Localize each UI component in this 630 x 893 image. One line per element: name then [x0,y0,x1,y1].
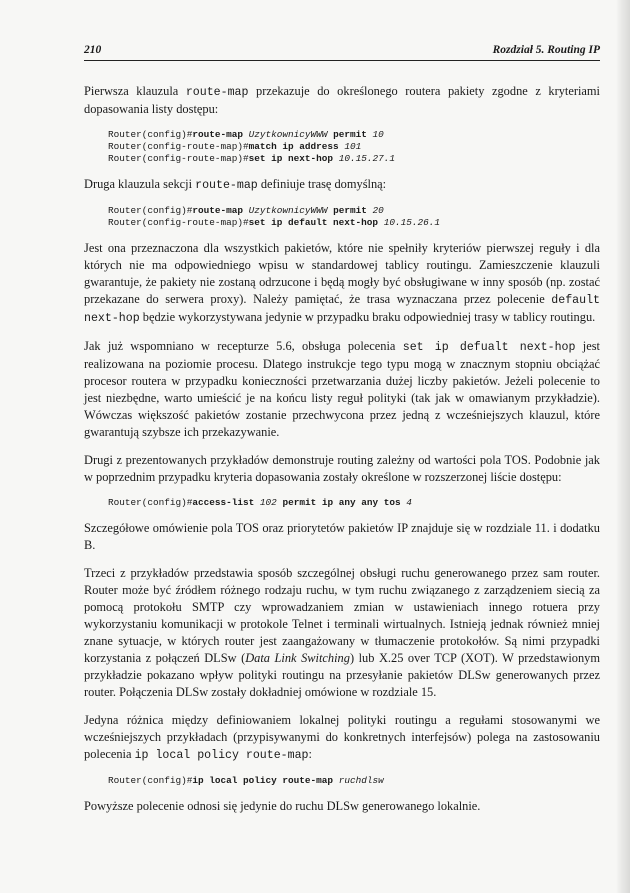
command: route-map [192,129,244,140]
code-block [108,205,600,229]
inline-code: route-map [185,86,249,99]
command: permit [333,205,367,216]
argument: 4 [406,497,412,508]
prompt: Router(config-route-map)# [108,217,249,228]
inline-code: ip local policy route-map [134,749,309,762]
text: będzie wykorzystywana jedynie w przypadku braku odpowiedniej trasy w tablicy routingu. [139,310,596,324]
inline-code: set ip defualt next-hop [402,341,576,354]
argument: 102 [259,497,277,508]
text: przekazuje do określonego routera pakiety zgodne z kryteriami dopasowania listy dostępu: [84,84,600,116]
prompt: Router(config)# [108,205,193,216]
paragraph [84,176,600,194]
code-line [108,497,600,509]
prompt: Router(config)# [108,129,193,140]
inline-code: default next-hop [84,294,600,325]
argument: 101 [344,141,362,152]
text: Jest ona przeznaczona dla wszystkich pakietów, które nie spełniły kryteriów pierwszej reguły i dla których nie ma odpowiedniego wpisu w standardowej tablicy routingu. Zamieszczenie klauzuli gwarantuje, że pakiety nie zostaną odrzucone i będą mogły być obsługiwane w inny sposób (np. zostać przekazane do serwera proxy). Należy pamiętać, że trasa wyznaczana przez polecenie [84,241,600,306]
text: Jedyna różnica między definiowaniem lokalnej polityki routingu a regułami stosowanymi we wcześniejszych przykładach (przypisywanymi do konkretnych interfejsów) polega na zastosowaniu polecenia [84,713,600,761]
prompt: Router(config-route-map)# [108,153,249,164]
paragraph [84,338,600,441]
text: Druga klauzula sekcji [84,177,196,191]
argument: UzytkownicyWWW [248,205,328,216]
code-line [108,775,600,787]
code-block [108,129,600,165]
page-header [84,38,600,61]
paragraph: Drugi z prezentowanych przykładów demonstruje routing zależny od wartości pola TOS. Podobnie jak w poprzednim przypadku kryteria dopasowania zostały określone w rozszerzonej liście dostępu: [84,453,600,484]
paragraph: Powyższe polecenie odnosi się jedynie do ruchu DLSw generowanego lokalnie. [84,799,481,813]
command: set ip next-hop [248,153,334,164]
prompt: Router(config)# [108,497,193,508]
command: match ip address [248,141,339,152]
command: permit [333,129,367,140]
inline-code: route-map [195,179,258,192]
page-number: 210 [84,44,102,56]
code-line [108,141,600,153]
argument: UzytkownicyWWW [248,129,328,140]
prompt: Router(config-route-map)# [108,141,249,152]
text: : [308,747,312,761]
paragraph [84,565,600,701]
text: jest realizowana na poziomie procesu. Dlatego instrukcje tego typu mogą w znacznym stopniu obciążać procesor routera w przypadku konieczności przetwarzania dużej liczby pakietów. Jeżeli polecenie to jest niezbędne, warto umieścić je na końcu listy reguł polityki (tak jak w omawianym przykładzie). Wówczas większość pakietów zostanie przechwycona przez jedną z wcześniejszych klauzul, które gwarantują szybsze ich przekazywanie. [84,339,600,439]
argument: 20 [372,205,384,216]
command: ip local policy route-map [192,775,334,786]
scan-edge-shadow [616,0,630,893]
code-block [108,775,600,787]
code-line [108,217,600,229]
paragraph [84,240,600,327]
code-block [108,497,600,509]
code-line [108,205,600,217]
italic-term: Data Link Switching [245,651,350,665]
command: permit ip any any tos [282,497,401,508]
paragraph [84,83,600,118]
prompt: Router(config)# [108,775,193,786]
text: Jak już wspomniano w recepturze 5.6, obsługa polecenia [84,339,403,353]
command: set ip default next-hop [248,217,379,228]
code-line [108,153,600,165]
text: ) lub X.25 over TCP (XOT). W przedstawionym przykładzie pokazano wpływ polityki routingu na przesyłanie pakietów DLSw generowanych przez router. Połączenia DLSw zostały dokładniej omówione w rozdziale 15. [84,651,601,699]
page-content [84,83,600,826]
argument: 10 [372,129,384,140]
text: definiuje trasę domyślną: [257,177,387,191]
argument: 10.15.27.1 [338,153,395,164]
argument: 10.15.26.1 [383,217,440,228]
paragraph: Szczegółowe omówienie pola TOS oraz priorytetów pakietów IP znajduje się w rozdziale 11. i dodatku B. [84,521,600,552]
text: Trzeci z przykładów przedstawia sposób szczególnej obsługi ruchu generowanego przez sam router. Router może być źródłem różnego rodzaju ruchu, w tym ruchu związanego z zarządzeniem siecią za pomocą protokołu SMTP czy wprowadzaniem zmian w ustawieniach innego rotuera przy wykorzystaniu komunikacji w protokole Telnet i terminali wirtualnych. Istnieją jednak również mniej znane sytuacje, w których router jest zaangażowany w tłumaczenie protokołów. Są nimi przypadki korzystania z połączeń DLSw ( [84,566,600,665]
command: access-list [192,497,255,508]
code-line [108,129,600,141]
command: route-map [192,205,244,216]
text: Pierwsza klauzula [84,84,186,98]
paragraph [84,712,600,764]
chapter-title: Rozdział 5. Routing IP [492,44,600,56]
argument: ruchdlsw [338,775,384,786]
